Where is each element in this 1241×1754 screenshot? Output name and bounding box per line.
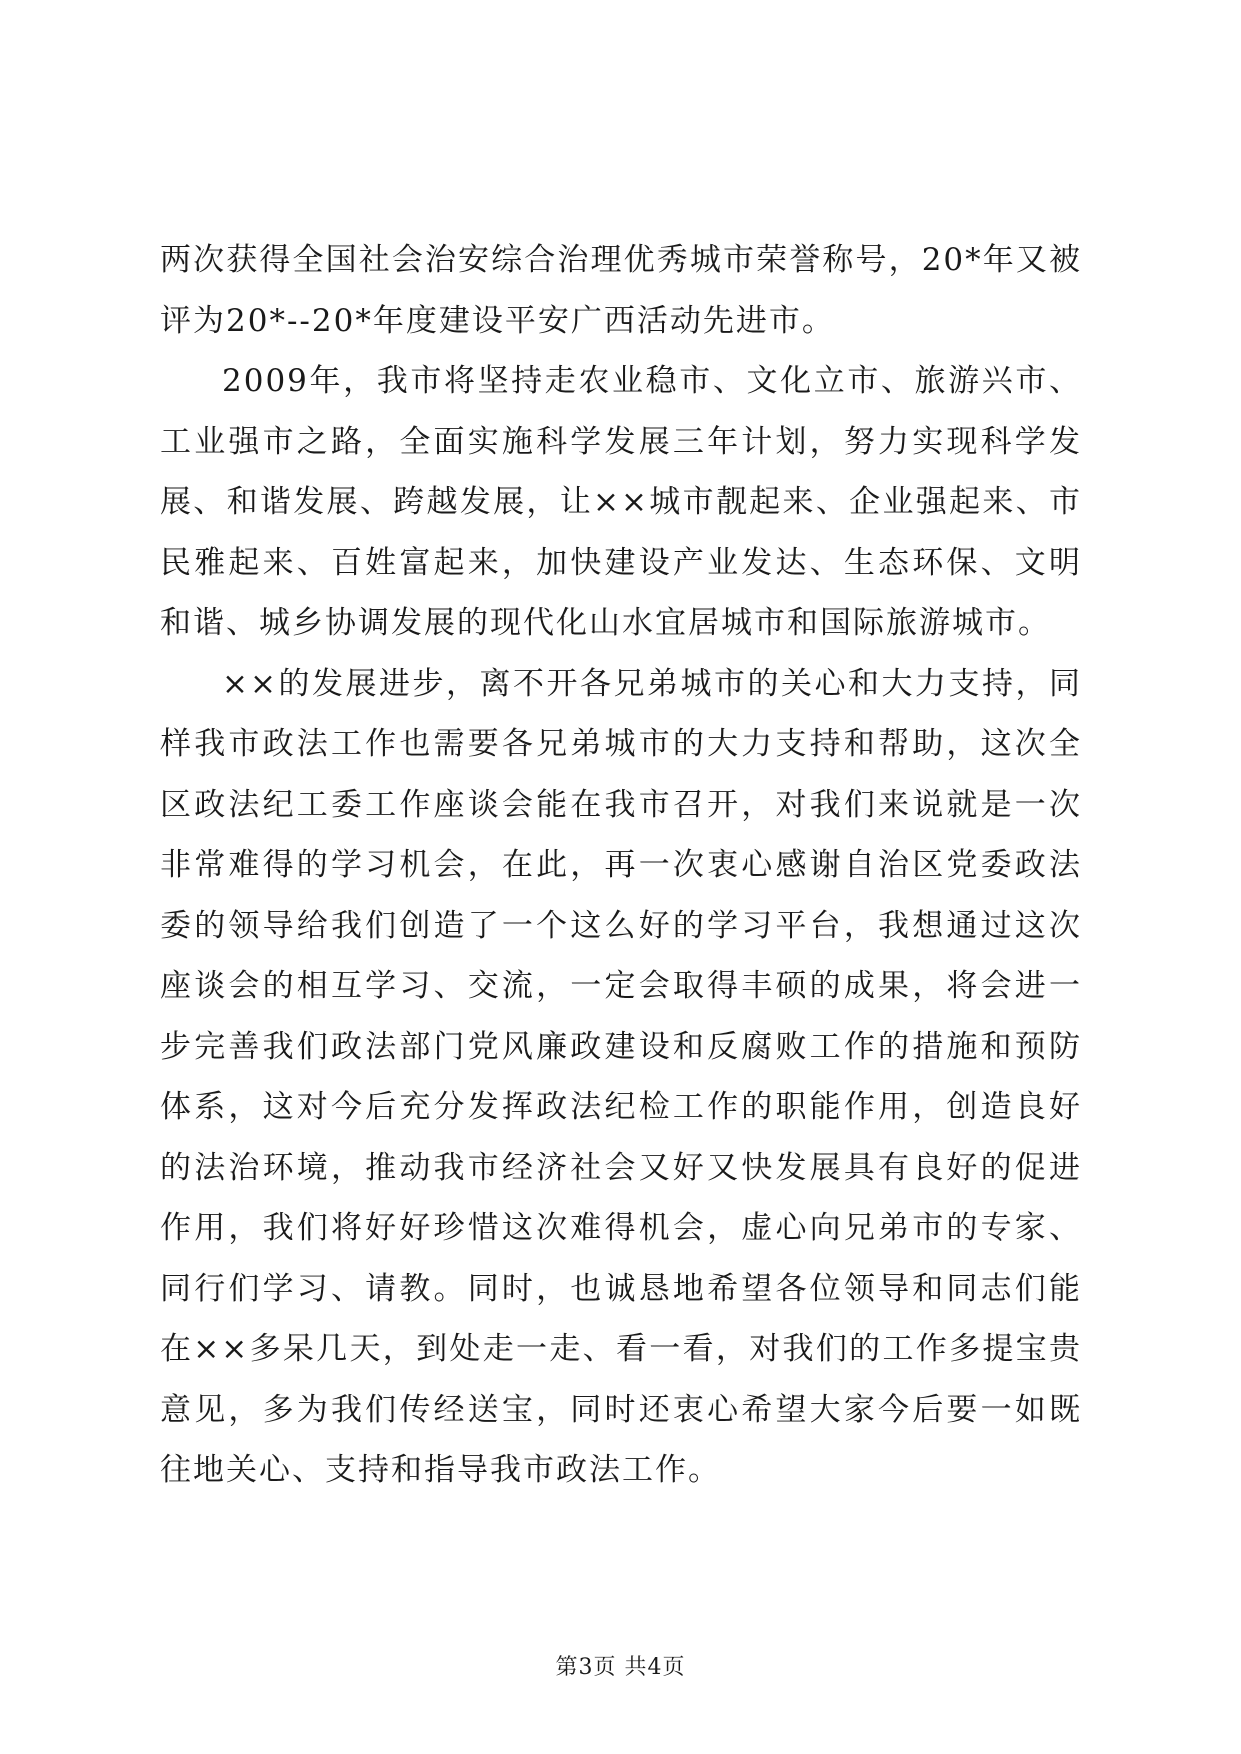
paragraph-2009-plan: 2009年，我市将坚持走农业稳市、文化立市、旅游兴市、工业强市之路，全面实施科学发展三年计划，努力实现科学发展、和谐发展、跨越发展，让××城市靓起来、企业强起来、市民雅起来、百姓富起来，加快建设产业发达、生态环保、文明和谐、城乡协调发展的现代化山水宜居城市和国际旅游城市。	[160, 363, 1082, 641]
paragraph-thanks: ××的发展进步，离不开各兄弟城市的关心和大力支持，同样我市政法工作也需要各兄弟城市的大力支持和帮助，这次全区政法纪工委工作座谈会能在我市召开，对我们来说就是一次非常难得的学习机会，在此，再一次衷心感谢自治区党委政法委的领导给我们创造了一个这么好的学习平台，我想通过这次座谈会的相互学习、交流，一定会取得丰硕的成果，将会进一步完善我们政法部门党风廉政建设和反腐败工作的措施和预防体系，这对今后充分发挥政法纪检工作的职能作用，创造良好的法治环境，推动我市经济社会又好又快发展具有良好的促进作用，我们将好好珍惜这次难得机会，虚心向兄弟市的专家、同行们学习、请教。同时，也诚恳地希望各位领导和同志们能在××多呆几天，到处走一走、看一看，对我们的工作多提宝贵意见，多为我们传经送宝，同时还衷心希望大家今后要一如既往地关心、支持和指导我市政法工作。	[160, 665, 1082, 1488]
page-number-footer: 第3页 共4页	[555, 1655, 686, 1680]
document-body	[160, 230, 1082, 1501]
paragraph-continued: 两次获得全国社会治安综合治理优秀城市荣誉称号，20*年又被评为20*--20*年度建设平安广西活动先进市。	[160, 242, 1082, 339]
